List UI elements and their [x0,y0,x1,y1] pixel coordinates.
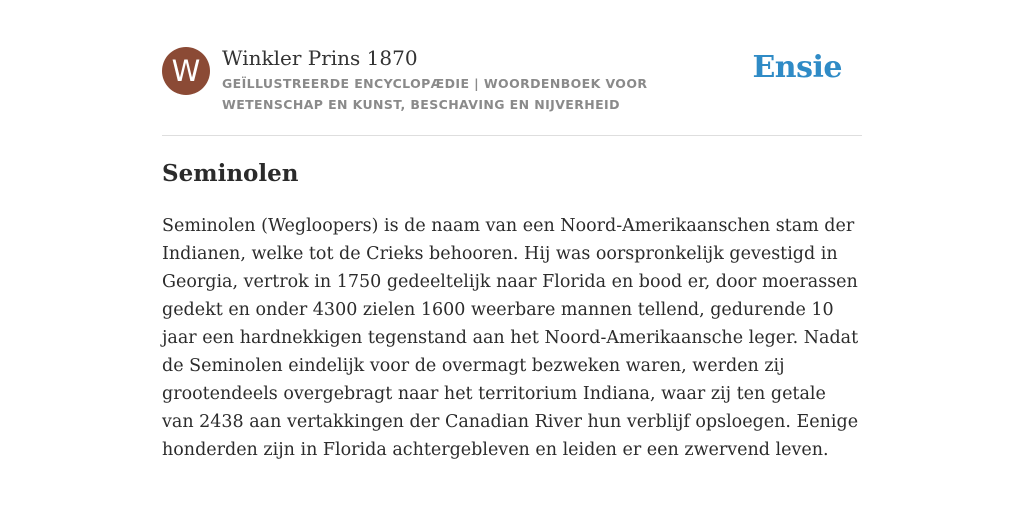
entry-text: Seminolen (Wegloopers) is de naam van een Noord-Amerikaanschen stam der Indianen, welke tot de Crieks behooren. Hij was oorspronkelijk gevestigd in Georgia, vertrok in 1750 gedeeltelijk naar Florida en bood er, door moerassen gedekt en onder 4300 zielen 1600 weerbare mannen tellend, gedurende 10 jaar een hardnekkigen tegenstand aan het Noord-Amerikaansche leger. Nadat de Seminolen eindelijk voor de overmagt bezweken waren, werden zij grootendeels overgebragt naar het territorium Indiana, waar zij ten getale van 2438 aan vertakkingen der Canadian River hun verblijf opsloegen. Eenige honderden zijn in Florida achtergebleven en leiden er een zwervend leven. [162,216,859,460]
entry-title: Seminolen [162,160,299,187]
source-header [162,44,862,116]
avatar[interactable]: W [162,47,210,95]
divider [162,135,862,136]
source-subtitle: GEÏLLUSTREERDE ENCYCLOPÆDIE | WOORDENBOEK VOOR WETENSCHAP EN KUNST, BESCHAVING EN NIJVERHEID [222,76,648,112]
ensie-logo[interactable]: Ensie [752,50,842,85]
source-title[interactable]: Winkler Prins 1870 [222,46,418,70]
